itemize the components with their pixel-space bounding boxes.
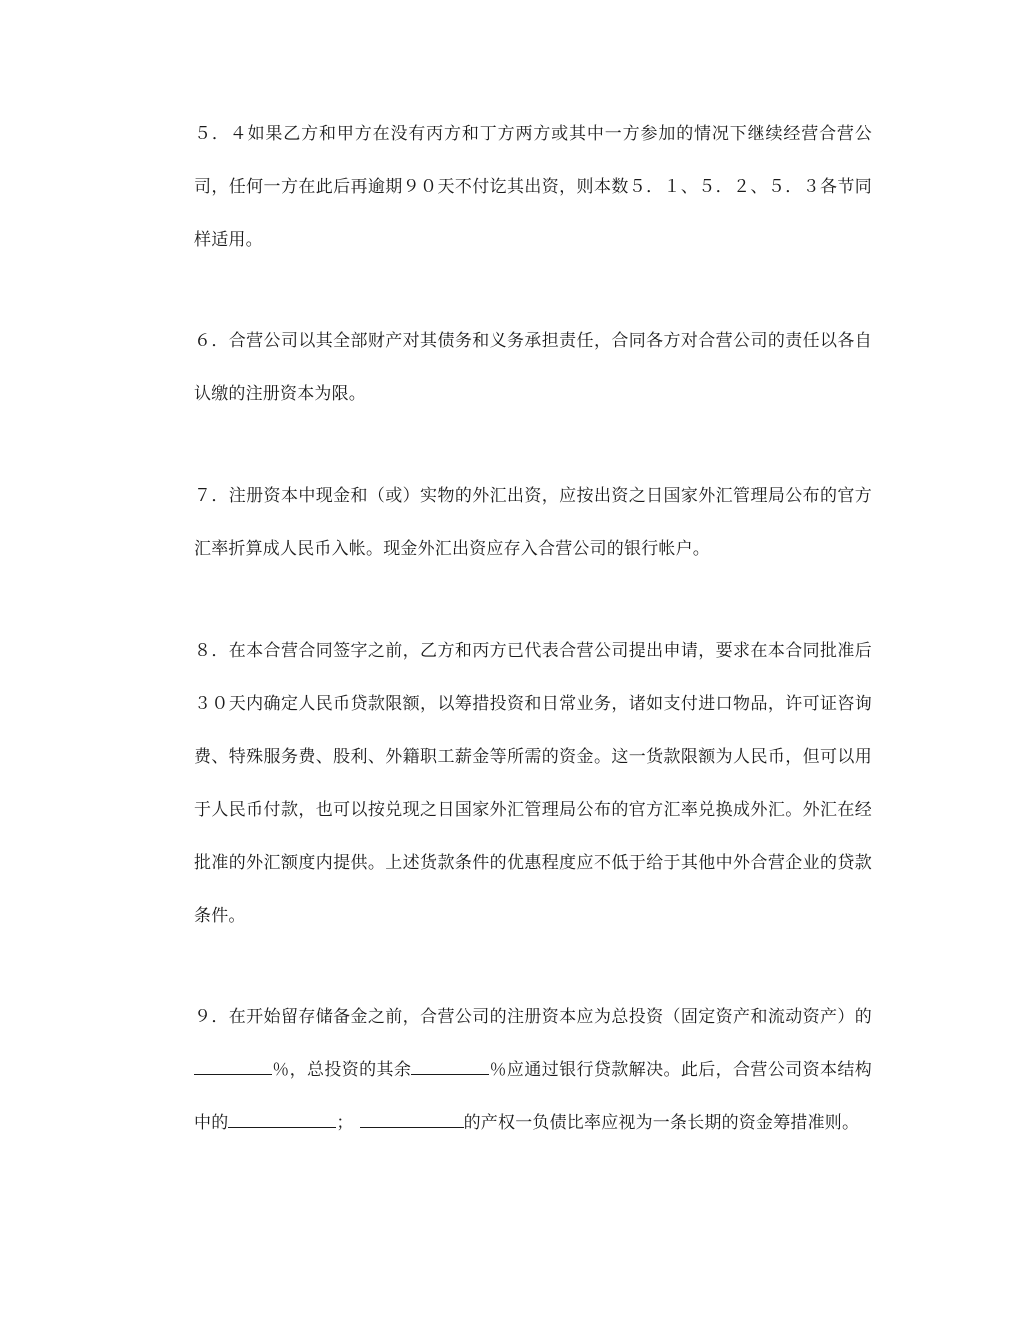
paragraph-text: ５．４如果乙方和甲方在没有丙方和丁方两方或其中一方参加的情况下继续经营合营公司，任何一方在此后再逾期９０天不付讫其出资，则本数５．１、５．２、５．３各节同样适用。 [194,124,872,250]
paragraph-text: ７．注册资本中现金和（或）实物的外汇出资，应按出资之日国家外汇管理局公布的官方汇率折算成人民币入帐。现金外汇出资应存入合营公司的银行帐户。 [194,486,872,559]
paragraph-text [150,991,872,1150]
paragraph-9-text-1: ９．在开始留存储备金之前，合营公司的注册资本应为总投资（固定资产和流动资产）的 [194,1007,872,1027]
paragraph-7 [150,470,872,576]
blank-line-percent-2 [411,1056,489,1075]
paragraph-text: ８．在本合营合同签字之前，乙方和丙方已代表合营公司提出申请，要求在本合同批准后３０天内确定人民币贷款限额，以筹措投资和日常业务，诸如支付进口物品，许可证咨询费、特殊服务费、股利、外籍职工薪金等所需的资金。这一货款限额为人民币，但可以用于人民币付款，也可以按兑现之日国家外汇管理局公布的官方汇率兑换成外汇。外汇在经批准的外汇额度内提供。上述货款条件的优惠程度应不低于给于其他中外合营企业的贷款条件。 [194,641,872,926]
paragraph-text: ６．合营公司以其全部财产对其债务和义务承担责任，合同各方对合营公司的责任以各自认缴的注册资本为限。 [194,331,872,404]
blank-line-percent-1 [194,1056,272,1075]
paragraph-9-text-2: ％，总投资的其余 [272,1060,412,1080]
paragraph-5-4 [150,108,872,267]
blank-line-ratio-2 [360,1109,464,1128]
paragraph-9-text-4: ； [336,1113,354,1133]
paragraph-9 [150,991,872,1150]
paragraph-8 [150,625,872,943]
paragraph-6 [150,315,872,421]
paragraph-9-text-3: ％应通过银行贷款解决。此后，合营公司资本结构中的 [194,1060,872,1133]
paragraph-9-text-5: 的产权一负债比率应视为一条长期的资金筹措准则。 [463,1113,860,1133]
blank-line-ratio-1 [228,1109,336,1128]
